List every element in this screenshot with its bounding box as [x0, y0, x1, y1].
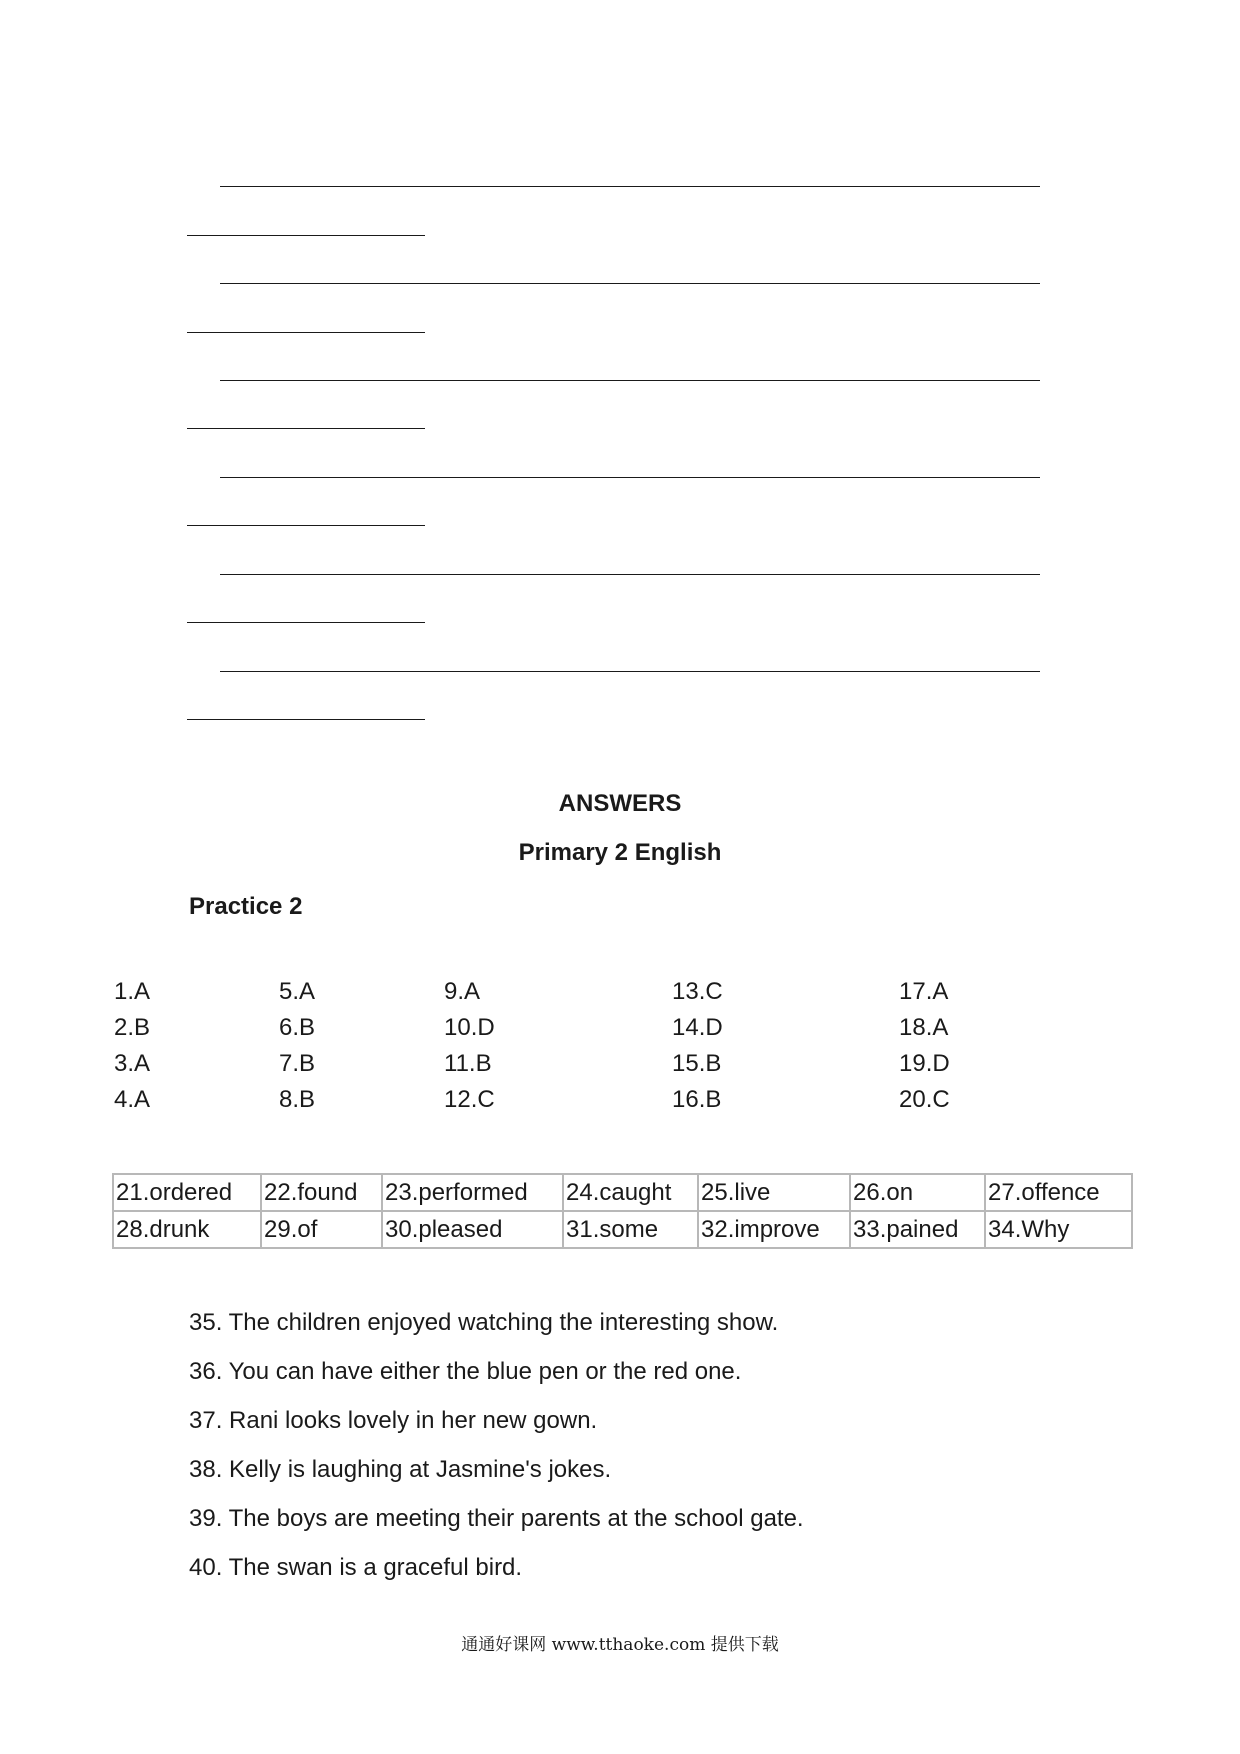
writing-line: [220, 671, 1040, 672]
mcq-column: [279, 974, 315, 1118]
writing-line: [187, 719, 425, 720]
writing-line: [187, 235, 425, 236]
page-title: ANSWERS: [558, 790, 682, 817]
table-row: [113, 1174, 1132, 1211]
table-row: [113, 1211, 1132, 1248]
table-cell: 32.improve: [698, 1211, 850, 1248]
sentence-answer: 37. Rani looks lovely in her new gown.: [189, 1407, 598, 1434]
table-cell: 29.of: [261, 1211, 382, 1248]
answer-table: [112, 1173, 1133, 1249]
table-cell: 28.drunk: [113, 1211, 261, 1248]
mcq-answer: 10.D: [444, 1014, 495, 1041]
page-subtitle: Primary 2 English: [518, 839, 722, 866]
writing-line: [187, 525, 425, 526]
table-cell: 25.live: [698, 1174, 850, 1211]
table-cell: 23.performed: [382, 1174, 563, 1211]
mcq-answer: 14.D: [672, 1014, 723, 1041]
mcq-answer: 1.A: [114, 978, 151, 1005]
writing-line: [220, 574, 1040, 575]
mcq-column: [672, 974, 723, 1118]
table-cell: 27.offence: [985, 1174, 1132, 1211]
mcq-answer: 12.C: [444, 1086, 495, 1113]
table-cell: 26.on: [850, 1174, 985, 1211]
writing-line: [187, 622, 425, 623]
mcq-column: [444, 974, 495, 1118]
section-title: Practice 2: [189, 893, 303, 920]
mcq-answer: 2.B: [114, 1014, 151, 1041]
table-cell: 21.ordered: [113, 1174, 261, 1211]
mcq-column: [899, 974, 950, 1118]
mcq-answer: 19.D: [899, 1050, 950, 1077]
sentence-answer: 35. The children enjoyed watching the interesting show.: [189, 1309, 779, 1336]
table-cell: 24.caught: [563, 1174, 698, 1211]
mcq-answer: 3.A: [114, 1050, 151, 1077]
mcq-answer: 13.C: [672, 978, 723, 1005]
sentence-answer: 39. The boys are meeting their parents at the school gate.: [189, 1505, 804, 1532]
writing-line: [220, 283, 1040, 284]
mcq-answer: 9.A: [444, 978, 481, 1005]
sentence-answer: 36. You can have either the blue pen or the red one.: [189, 1358, 742, 1385]
mcq-answer: 20.C: [899, 1086, 950, 1113]
mcq-column: [114, 974, 150, 1118]
mcq-answer: 17.A: [899, 978, 949, 1005]
mcq-answer: 15.B: [672, 1050, 722, 1077]
footer-text: 通通好课网 www.tthaoke.com 提供下载: [461, 1635, 779, 1655]
writing-line: [220, 186, 1040, 187]
sentence-answer: 40. The swan is a graceful bird.: [189, 1554, 523, 1581]
mcq-answer: 16.B: [672, 1086, 722, 1113]
mcq-answer: 8.B: [279, 1086, 316, 1113]
writing-line: [220, 477, 1040, 478]
sentence-answer: 38. Kelly is laughing at Jasmine's jokes.: [189, 1456, 612, 1483]
table-cell: 33.pained: [850, 1211, 985, 1248]
mcq-answer: 4.A: [114, 1086, 151, 1113]
table-cell: 22.found: [261, 1174, 382, 1211]
table-cell: 31.some: [563, 1211, 698, 1248]
sentence-answers: [189, 1308, 804, 1602]
mcq-answer: 11.B: [444, 1050, 492, 1077]
mcq-answer: 7.B: [279, 1050, 316, 1077]
writing-line: [220, 380, 1040, 381]
mcq-answer: 18.A: [899, 1014, 949, 1041]
mcq-answer: 5.A: [279, 978, 316, 1005]
table-cell: 34.Why: [985, 1211, 1132, 1248]
writing-line: [187, 428, 425, 429]
mcq-answer: 6.B: [279, 1014, 316, 1041]
writing-line: [187, 332, 425, 333]
table-cell: 30.pleased: [382, 1211, 563, 1248]
